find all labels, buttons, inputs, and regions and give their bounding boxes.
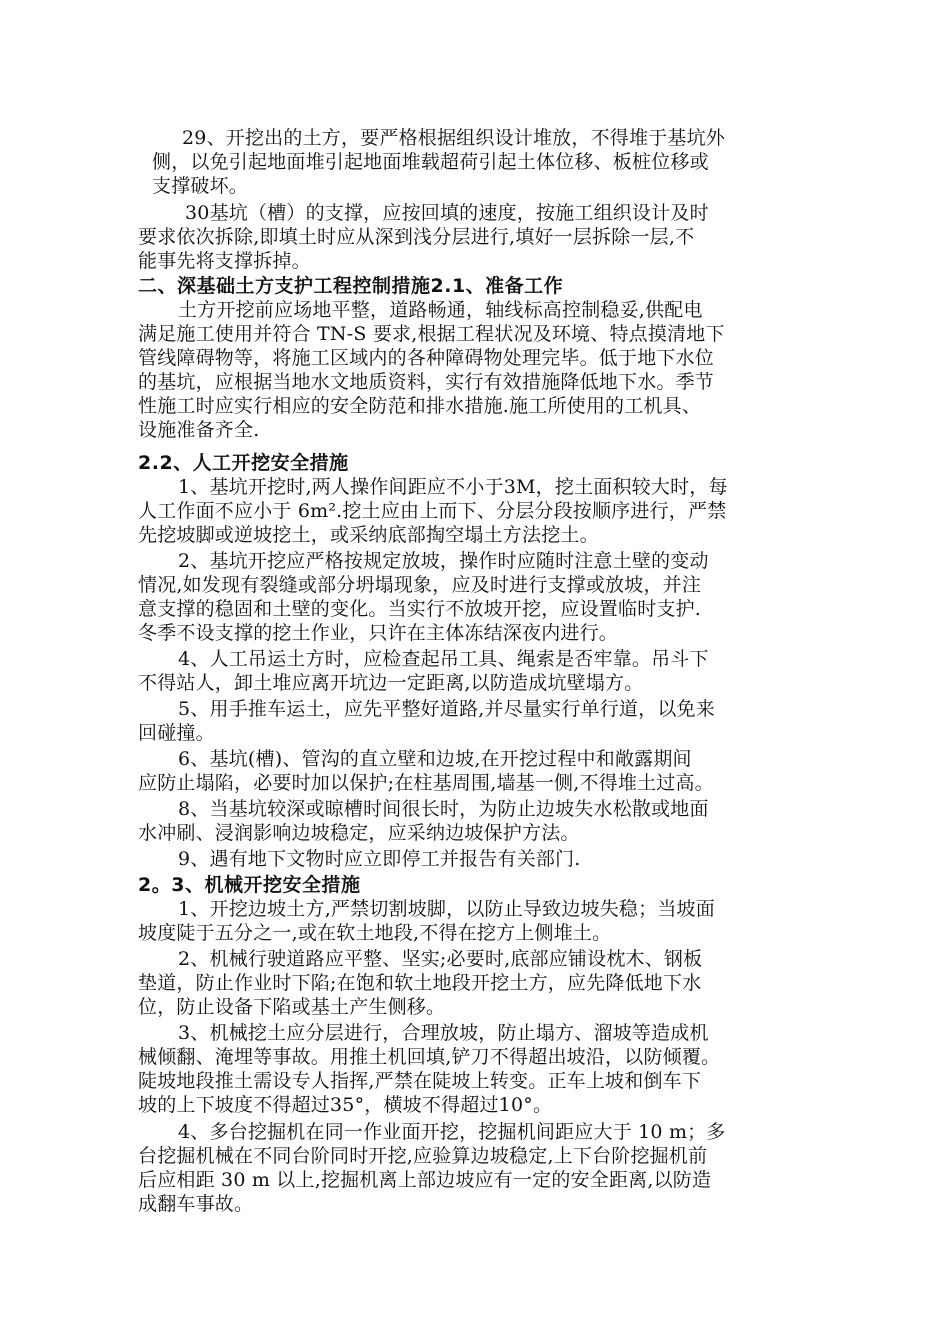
text-line: 6、基坑(槽)、管沟的直立壁和边坡,在开挖过程中和敞露期间 — [178, 748, 692, 770]
text-line: 支撑破坏。 — [152, 175, 249, 197]
text-line: 位，防止设备下陷或基土产生侧移。 — [138, 996, 446, 1018]
text-line: 意支撑的稳固和土壁的变化。当实行不放坡开挖，应设置临时支护. — [138, 598, 702, 620]
text-line: 后应相距 30 m 以上,挖掘机离上部边坡应有一定的安全距离,以防造 — [138, 1169, 712, 1191]
text-line: 坡的上下坡度不得超过35°，横坡不得超过10°。 — [138, 1094, 553, 1116]
text-line: 设施准备齐全. — [138, 419, 260, 441]
text-line: 1、基坑开挖时,两人操作间距应不小于3M，挖土面积较大时，每 — [178, 476, 728, 498]
section-heading: 2.2、人工开挖安全措施 — [138, 452, 349, 474]
text-line: 械倾翻、淹埋等事故。用推土机回填,铲刀不得超出坡沿，以防倾覆。 — [138, 1046, 721, 1068]
text-line: 情况,如发现有裂缝或部分坍塌现象，应及时进行支撑或放坡，并注 — [138, 574, 702, 596]
text-line: 人工作面不应小于 6m².挖土应由上而下、分层分段按顺序进行，严禁 — [138, 500, 727, 522]
text-line: 29、开挖出的土方，要严格根据组织设计堆放，不得堆于基坑外 — [182, 127, 725, 149]
text-line: 垫道，防止作业时下陷;在饱和软土地段开挖土方，应先降低地下水 — [138, 972, 702, 994]
text-line: 台挖掘机械在不同台阶同时开挖,应验算边坡稳定,上下台阶挖掘机前 — [138, 1145, 708, 1167]
text-line: 回碰撞。 — [138, 722, 215, 744]
text-line: 的基坑，应根据当地水文地质资料，实行有效措施降低地下水。季节 — [138, 371, 715, 393]
section-heading: 二、深基础土方支护工程控制措施2.1、准备工作 — [138, 275, 564, 297]
text-line: 陡坡地段推土需设专人指挥,严禁在陡坡上转变。正车上坡和倒车下 — [138, 1070, 702, 1092]
text-line: 不得站人，卸土堆应离开坑边一定距离,以防造成坑壁塌方。 — [138, 672, 644, 694]
text-line: 5、用手推车运土，应先平整好道路,并尽量实行单行道，以免来 — [178, 698, 715, 720]
text-line: 水冲刷、浸润影响边坡稳定，应采纳边坡保护方法。 — [138, 822, 580, 844]
text-line: 先挖坡脚或逆坡挖土，或采纳底部掏空塌土方法挖土。 — [138, 524, 599, 546]
text-line: 土方开挖前应场地平整，道路畅通，轴线标高控制稳妥,供配电 — [178, 299, 703, 321]
text-line: 要求依次拆除,即填土时应从深到浅分层进行,填好一层拆除一层,不 — [138, 226, 695, 248]
text-line: 性施工时应实行相应的安全防范和排水措施.施工所使用的工机具、 — [138, 395, 702, 417]
text-line: 能事先将支撑拆掉。 — [138, 250, 311, 272]
text-line: 管线障碍物等，将施工区域内的各种障碍物处理完毕。低于地下水位 — [138, 347, 715, 369]
text-line: 冬季不设支撑的挖土作业，只许在主体冻结深夜内进行。 — [138, 622, 619, 644]
text-line: 侧，以免引起地面堆引起地面堆载超荷引起土体位移、板桩位移或 — [152, 151, 709, 173]
text-line: 8、当基坑较深或晾槽时间很长时，为防止边坡失水松散或地面 — [178, 798, 709, 820]
text-line: 9、遇有地下文物时应立即停工并报告有关部门. — [178, 848, 581, 870]
text-line: 2、机械行驶道路应平整、坚实;必要时,底部应铺设枕木、钢板 — [178, 948, 703, 970]
text-line: 2、基坑开挖应严格按规定放坡，操作时应随时注意土壁的变动 — [178, 550, 709, 572]
text-line: 成翻车事故。 — [138, 1193, 254, 1215]
text-line: 坡度陡于五分之一,或在软土地段,不得在挖方上侧堆土。 — [138, 922, 612, 944]
section-heading: 2。3、机械开挖安全措施 — [138, 874, 361, 896]
text-line: 3、机械挖土应分层进行，合理放坡，防止塌方、溜坡等造成机 — [178, 1022, 709, 1044]
text-line: 1、开挖边坡土方,严禁切割坡脚，以防止导致边坡失稳；当坡面 — [178, 898, 715, 920]
text-line: 满足施工使用并符合 TN-S 要求,根据工程状况及环境、特点摸清地下 — [138, 323, 725, 345]
text-line: 30基坑（槽）的支撑，应按回填的速度，按施工组织设计及时 — [185, 202, 709, 224]
text-line: 4、多台挖掘机在同一作业面开挖，挖掘机间距应大于 10 m；多 — [178, 1121, 726, 1143]
text-line: 4、人工吊运土方时，应检查起吊工具、绳索是否牢靠。吊斗下 — [178, 648, 709, 670]
text-line: 应防止塌陷，必要时加以保护;在柱基周围,墙基一侧,不得堆土过高。 — [138, 772, 714, 794]
